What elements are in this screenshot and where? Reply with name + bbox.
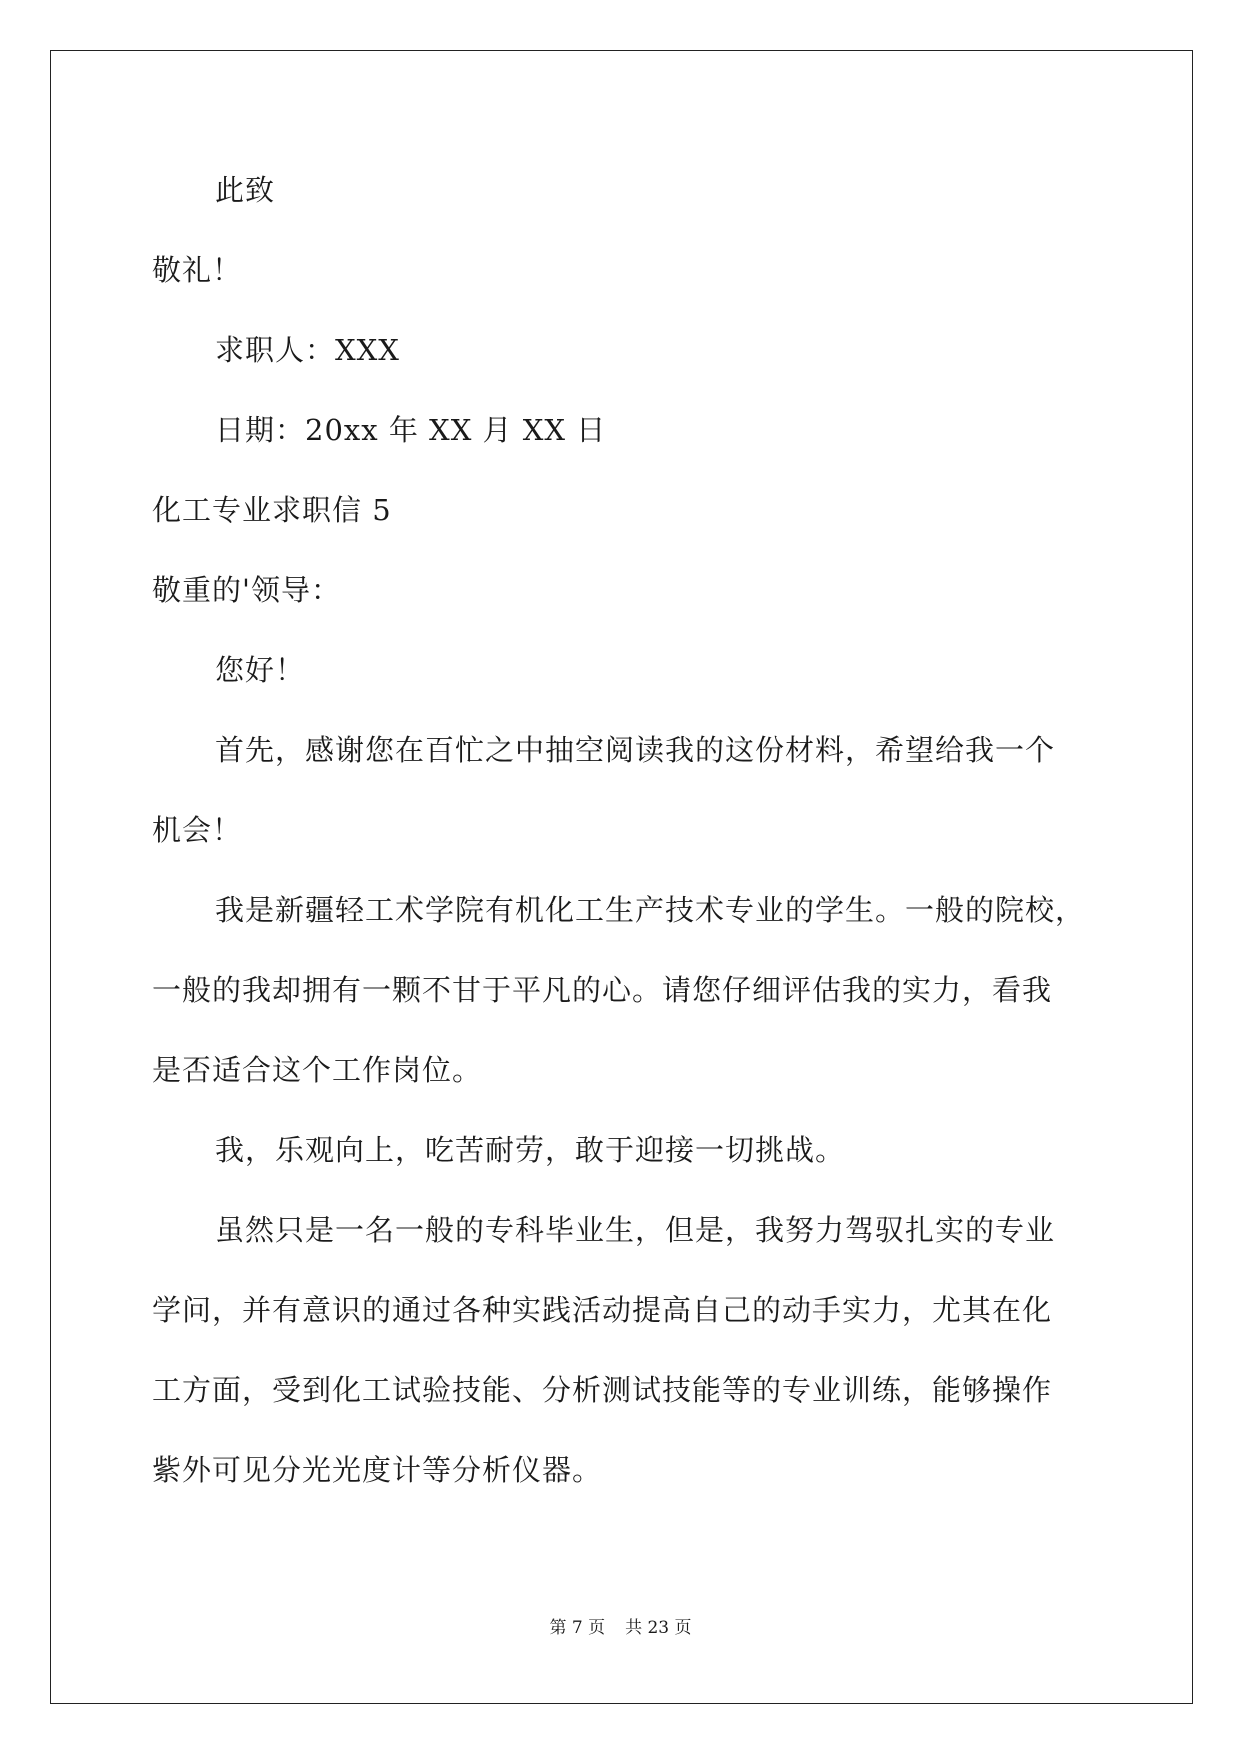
paragraph-line: 我是新疆轻工术学院有机化工生产技术专业的学生。一般的院校， [215, 893, 1086, 927]
paragraph-line: 首先，感谢您在百忙之中抽空阅读我的这份材料，希望给我一个 [215, 733, 1056, 767]
paragraph-line: 工方面，受到化工试验技能、分析测试技能等的专业训练，能够操作 [152, 1373, 1053, 1407]
date-line: 日期：20xx 年 XX 月 XX 日 [215, 413, 607, 447]
page-total: 共 23 页 [625, 1618, 692, 1638]
paragraph-line: 一般的我却拥有一颗不甘于平凡的心。请您仔细评估我的实力，看我 [152, 973, 1053, 1007]
page-number: 第 7 页 [549, 1618, 606, 1638]
paragraph-line: 是否适合这个工作岗位。 [152, 1053, 483, 1087]
page-footer [0, 1616, 1241, 1640]
greeting: 您好！ [215, 653, 306, 687]
paragraph-line: 机会！ [152, 813, 243, 847]
paragraph-line: 虽然只是一名一般的专科毕业生，但是，我努力驾驭扎实的专业 [215, 1213, 1056, 1247]
applicant-signature: 求职人：XXX [215, 333, 400, 367]
closing-salutation: 此致 [215, 173, 276, 207]
paragraph-line: 学问，并有意识的通过各种实践活动提高自己的动手实力，尤其在化 [152, 1293, 1053, 1327]
paragraph-line: 我，乐观向上，吃苦耐劳，敢于迎接一切挑战。 [215, 1133, 846, 1167]
paragraph-line: 紫外可见分光光度计等分析仪器。 [152, 1453, 603, 1487]
letter-title: 化工专业求职信 5 [152, 493, 392, 527]
closing-regards: 敬礼！ [152, 253, 243, 287]
letter-salutation: 敬重的'领导： [152, 573, 341, 607]
